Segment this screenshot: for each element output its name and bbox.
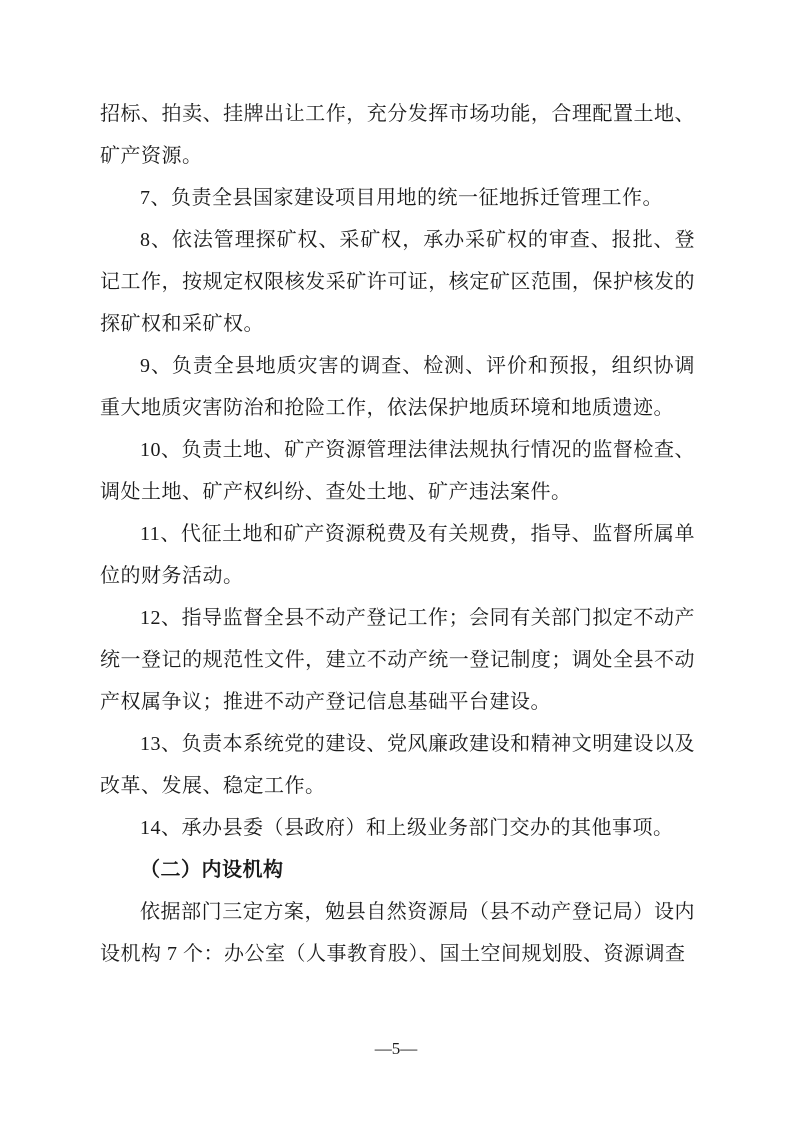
paragraph-item-13: 13、负责本系统党的建设、党风廉政建设和精神文明建设以及改革、发展、稳定工作。 xyxy=(100,733,695,797)
paragraph-item-7: 7、负责全县国家建设项目用地的统一征地拆迁管理工作。 xyxy=(140,187,663,209)
page-number: —5— xyxy=(374,1039,418,1058)
paragraph-item-9: 9、负责全县地质灾害的调查、检测、评价和预报，组织协调重大地质灾害防治和抢险工作，依法保护地质环境和地质遗迹。 xyxy=(100,355,695,419)
paragraph-item-11: 11、代征土地和矿产资源税费及有关规费，指导、监督所属单位的财务活动。 xyxy=(100,523,695,587)
paragraph-item-12: 12、指导监督全县不动产登记工作；会同有关部门拟定不动产统一登记的规范性文件，建立不动产统一登记制度；调处全县不动产权属争议；推进不动产登记信息基础平台建设。 xyxy=(100,607,695,713)
paragraph-continuation: 招标、拍卖、挂牌出让工作，充分发挥市场功能，合理配置土地、矿产资源。 xyxy=(100,103,695,167)
paragraph-item-14: 14、承办县委（县政府）和上级业务部门交办的其他事项。 xyxy=(140,817,674,839)
document-body xyxy=(100,93,695,975)
paragraph-internal-orgs-intro: 依据部门三定方案，勉县自然资源局（县不动产登记局）设内设机构 7 个：办公室（人事教育股）、国土空间规划股、资源调查 xyxy=(100,901,695,965)
paragraph-item-10: 10、负责土地、矿产资源管理法律法规执行情况的监督检查、调处土地、矿产权纠纷、查处土地、矿产违法案件。 xyxy=(100,439,695,503)
paragraph-item-8: 8、依法管理探矿权、采矿权，承办采矿权的审查、报批、登记工作，按规定权限核发采矿许可证，核定矿区范围，保护核发的探矿权和采矿权。 xyxy=(100,229,695,335)
section-heading-internal-organs: （二）内设机构 xyxy=(140,859,284,881)
